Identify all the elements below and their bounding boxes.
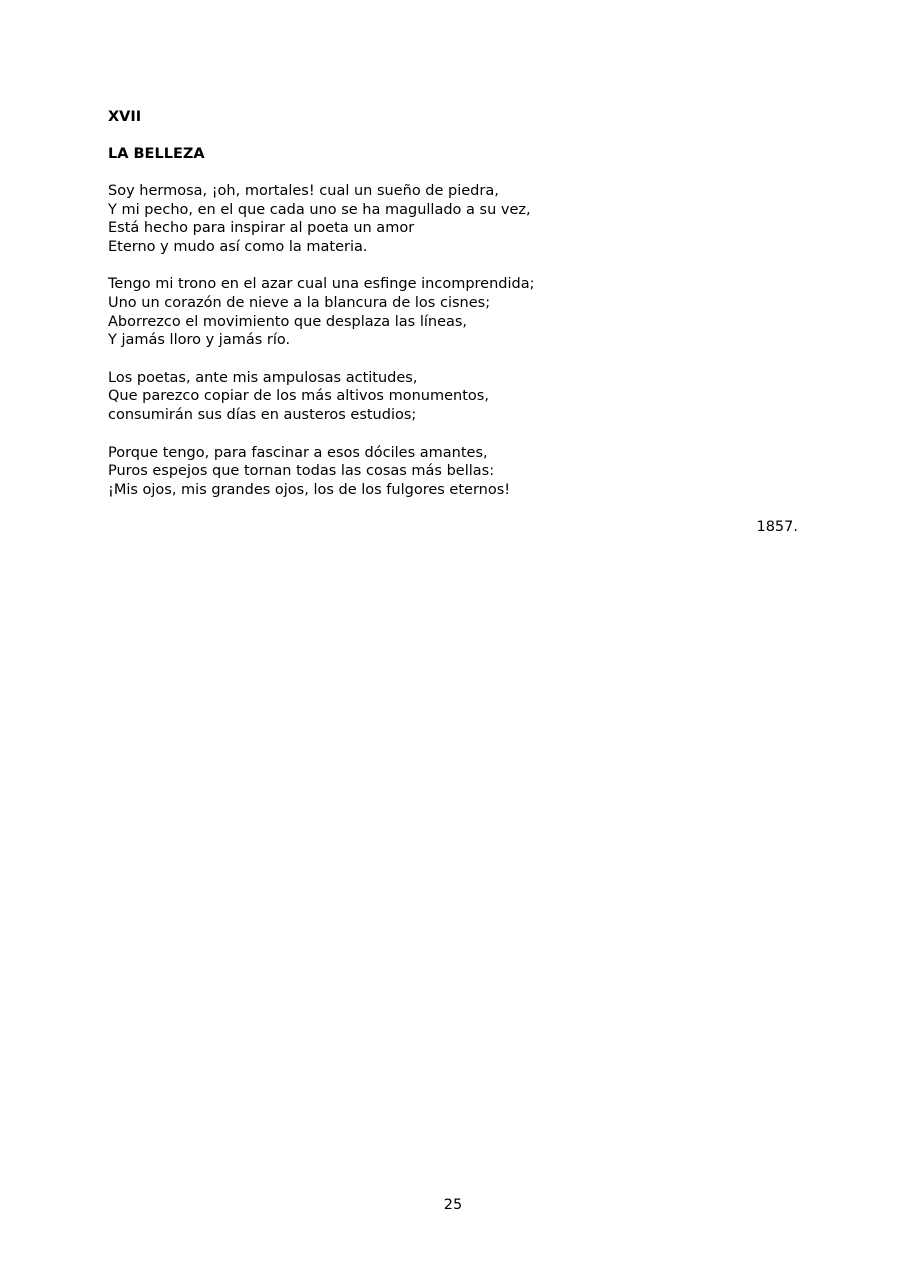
verse-line: Eterno y mudo así como la materia.: [108, 238, 368, 255]
verse-line: Los poetas, ante mis ampulosas actitudes,: [108, 369, 418, 386]
stanza-1: [108, 182, 798, 256]
verse-line: Uno un corazón de nieve a la blancura de los cisnes;: [108, 294, 491, 311]
verse-line: Y mi pecho, en el que cada uno se ha magullado a su vez,: [108, 201, 531, 218]
verse-line: Tengo mi trono en el azar cual una esfinge incomprendida;: [108, 276, 535, 293]
poem: [108, 108, 798, 536]
verse-line: Y jamás lloro y jamás río.: [108, 332, 291, 349]
verse-line: Soy hermosa, ¡oh, mortales! cual un sueño de piedra,: [108, 183, 499, 199]
verse-line: Puros espejos que tornan todas las cosas más bellas:: [108, 463, 495, 480]
poem-title: LA BELLEZA: [108, 146, 205, 162]
verse-line: consumirán sus días en austeros estudios;: [108, 406, 417, 423]
stanza-3: [108, 369, 798, 425]
verse-line: Está hecho para inspirar al poeta un amor: [108, 220, 415, 237]
verse-line: Aborrezco el movimiento que desplaza las líneas,: [108, 313, 468, 330]
verse-line: ¡Mis ojos, mis grandes ojos, los de los fulgores eternos!: [108, 481, 511, 498]
poem-number: XVII: [108, 109, 142, 125]
stanza-2: [108, 275, 798, 349]
verse-line: Porque tengo, para fascinar a esos dóciles amantes,: [108, 444, 488, 461]
poem-year: 1857.: [756, 519, 798, 536]
stanza-4: [108, 444, 798, 500]
verse-line: Que parezco copiar de los más altivos monumentos,: [108, 388, 489, 405]
page-number: 25: [443, 1197, 463, 1213]
